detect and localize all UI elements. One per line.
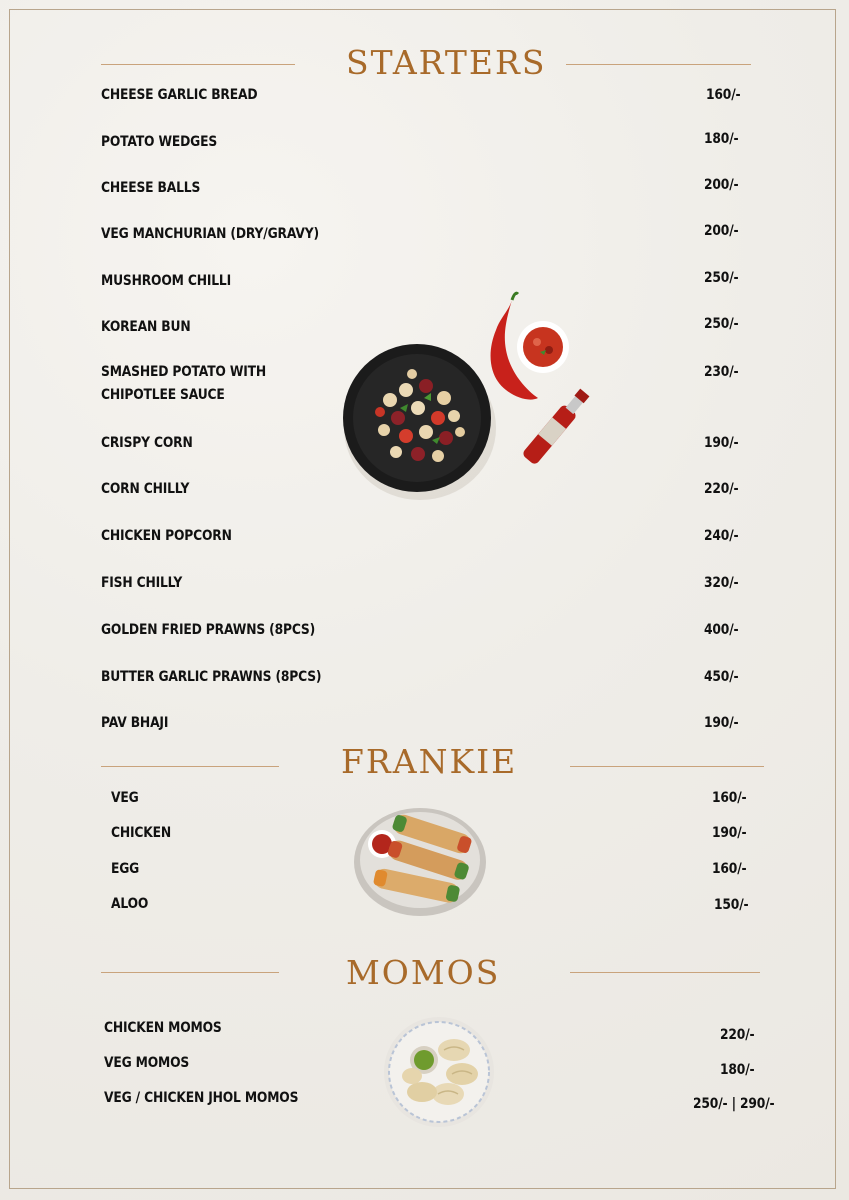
starter-item-price: 230/- bbox=[704, 364, 739, 380]
starter-item-price: 190/- bbox=[704, 435, 739, 451]
starter-item-price: 450/- bbox=[704, 669, 739, 685]
frankie-rule-left bbox=[101, 766, 279, 767]
starter-item-name: POTATO WEDGES bbox=[101, 134, 218, 150]
momos-rule-left bbox=[101, 972, 279, 973]
starters-heading: STARTERS bbox=[346, 43, 547, 82]
starter-item-price: 190/- bbox=[704, 715, 739, 731]
starter-item-price: 240/- bbox=[704, 528, 739, 544]
starter-item-name: VEG MANCHURIAN (DRY/GRAVY) bbox=[101, 226, 319, 242]
starter-item-name: SMASHED POTATO WITH CHIPOTLEE SAUCE bbox=[101, 364, 267, 403]
momos-item-price: 180/- bbox=[720, 1062, 755, 1078]
starter-item-name: FISH CHILLY bbox=[101, 575, 183, 591]
frankie-item-name: ALOO bbox=[111, 896, 149, 912]
starter-item-name: KOREAN BUN bbox=[101, 319, 191, 335]
frankie-rule-right bbox=[570, 766, 764, 767]
starter-item-name: CHICKEN POPCORN bbox=[101, 528, 232, 544]
starter-item-price: 320/- bbox=[704, 575, 739, 591]
starters-rule-right bbox=[566, 64, 751, 65]
frankie-heading: FRANKIE bbox=[341, 742, 518, 781]
momos-item-price: 250/- | 290/- bbox=[693, 1096, 775, 1112]
momos-item-name: VEG / CHICKEN JHOL MOMOS bbox=[104, 1090, 299, 1106]
momos-item-price: 220/- bbox=[720, 1027, 755, 1043]
starter-item-price: 180/- bbox=[704, 131, 739, 147]
starters-dish-image bbox=[340, 290, 600, 500]
frankie-item-name: VEG bbox=[111, 790, 139, 806]
frankie-item-name: CHICKEN bbox=[111, 825, 172, 841]
momos-item-name: VEG MOMOS bbox=[104, 1055, 190, 1071]
starter-item-price: 250/- bbox=[704, 316, 739, 332]
frankie-dish-image bbox=[352, 804, 488, 916]
starter-item-name: BUTTER GARLIC PRAWNS (8PCS) bbox=[101, 669, 322, 685]
starter-item-price: 160/- bbox=[706, 87, 741, 103]
frankie-item-name: EGG bbox=[111, 861, 140, 877]
starter-item-price: 200/- bbox=[704, 223, 739, 239]
momos-dish-image bbox=[382, 1016, 496, 1128]
starter-item-price: 400/- bbox=[704, 622, 739, 638]
momos-item-name: CHICKEN MOMOS bbox=[104, 1020, 222, 1036]
starters-rule-left bbox=[101, 64, 295, 65]
frankie-item-price: 190/- bbox=[712, 825, 747, 841]
starter-item-name: CHEESE BALLS bbox=[101, 180, 201, 196]
starter-item-price: 220/- bbox=[704, 481, 739, 497]
starter-item-name: GOLDEN FRIED PRAWNS (8PCS) bbox=[101, 622, 316, 638]
frankie-item-price: 160/- bbox=[712, 790, 747, 806]
momos-heading: MOMOS bbox=[346, 953, 501, 992]
momos-rule-right bbox=[570, 972, 760, 973]
starter-item-name: CHEESE GARLIC BREAD bbox=[101, 87, 258, 103]
starter-item-name: CORN CHILLY bbox=[101, 481, 190, 497]
frankie-item-price: 160/- bbox=[712, 861, 747, 877]
starter-item-name: PAV BHAJI bbox=[101, 715, 169, 731]
starter-item-price: 250/- bbox=[704, 270, 739, 286]
frankie-item-price: 150/- bbox=[714, 897, 749, 913]
starter-item-price: 200/- bbox=[704, 177, 739, 193]
starter-item-name: CRISPY CORN bbox=[101, 435, 193, 451]
starter-item-name: MUSHROOM CHILLI bbox=[101, 273, 232, 289]
